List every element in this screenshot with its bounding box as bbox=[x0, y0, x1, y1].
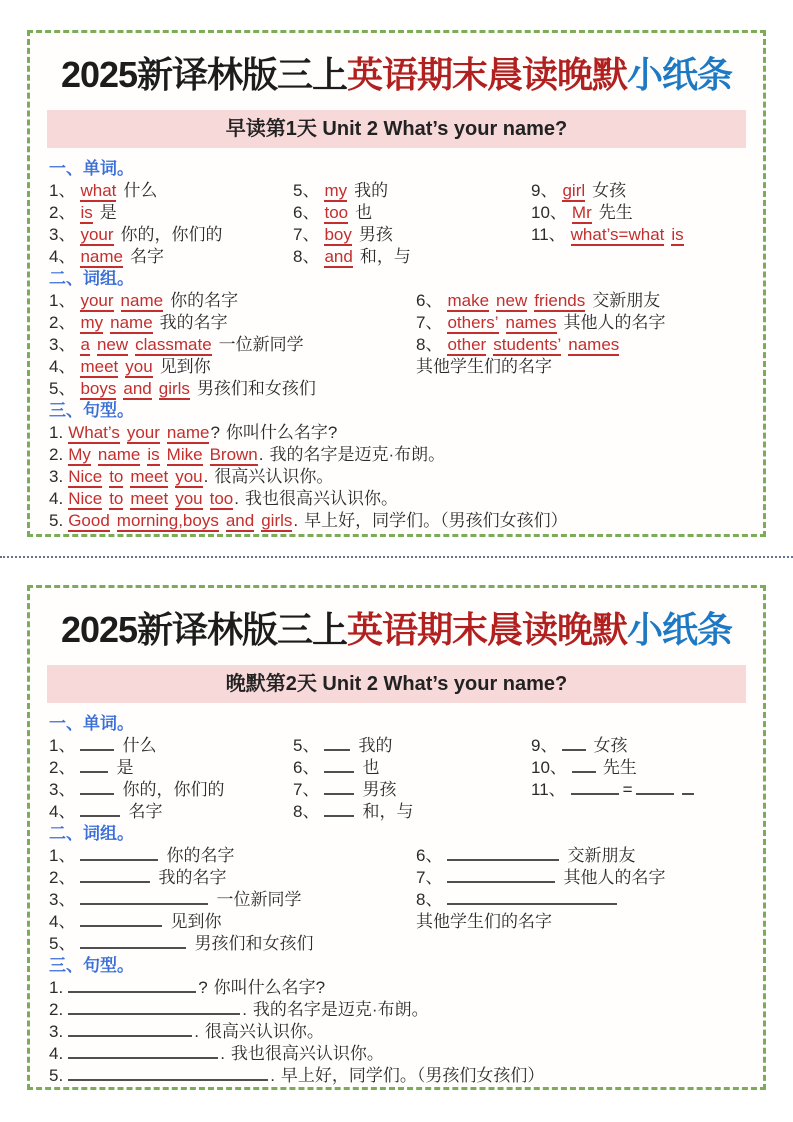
chinese-meaning: 其他人的名字 bbox=[563, 313, 666, 333]
chinese-meaning: 交新朋友 bbox=[567, 846, 636, 866]
answer-blank-line bbox=[571, 780, 619, 795]
chinese-meaning: 什么 bbox=[122, 736, 157, 756]
item-number: 4、 bbox=[49, 912, 76, 932]
section-heading-words: 一、单词。 bbox=[49, 714, 134, 734]
english-sentence: Nice to meet you bbox=[68, 467, 203, 487]
sentence-item bbox=[49, 1021, 749, 1043]
phrases-column-2 bbox=[416, 290, 749, 378]
card-content bbox=[30, 703, 763, 1087]
answer-blank-line bbox=[80, 868, 150, 883]
item-number: 9、 bbox=[531, 736, 558, 756]
item-number: 5、 bbox=[293, 181, 320, 201]
english-sentence: What’s your name bbox=[68, 423, 210, 443]
item-number: 11、 bbox=[531, 780, 566, 800]
sentence-punctuation: . bbox=[293, 511, 299, 531]
english-phrase: my name bbox=[80, 313, 153, 333]
chinese-meaning: 我的 bbox=[354, 181, 389, 201]
word-item bbox=[531, 757, 749, 779]
item-number: 6、 bbox=[293, 758, 320, 778]
chinese-meaning: 一位新同学 bbox=[218, 335, 304, 355]
item-number: 11、 bbox=[531, 225, 566, 245]
chinese-meaning: 男孩们和女孩们 bbox=[194, 934, 314, 954]
words-column-2 bbox=[293, 180, 531, 268]
item-number: 7、 bbox=[293, 780, 320, 800]
word-item bbox=[49, 180, 293, 202]
item-number: 3、 bbox=[49, 890, 76, 910]
item-number: 2. bbox=[49, 445, 64, 465]
word-item bbox=[49, 757, 293, 779]
word-item bbox=[293, 757, 531, 779]
english-term: name bbox=[80, 247, 123, 267]
item-number: 10、 bbox=[531, 203, 567, 223]
answer-blank-line bbox=[80, 758, 108, 773]
item-number: 3. bbox=[49, 1022, 64, 1042]
chinese-meaning: 是 bbox=[99, 203, 117, 223]
chinese-meaning: 和，与 bbox=[359, 247, 411, 267]
chinese-translation: 我的名字是迈克·布朗。 bbox=[252, 1000, 429, 1020]
answer-blank-line bbox=[80, 934, 186, 949]
sentence-item bbox=[49, 444, 749, 466]
item-number: 1、 bbox=[49, 291, 76, 311]
phrase-item bbox=[416, 867, 749, 889]
item-number: 2. bbox=[49, 1000, 64, 1020]
chinese-translation: 我也很高兴认识你。 bbox=[230, 1044, 384, 1064]
phrase-8-continuation: 其他学生们的名字 bbox=[416, 357, 552, 377]
item-number: 2、 bbox=[49, 758, 76, 778]
words-column-2 bbox=[293, 735, 531, 823]
answer-blank-line bbox=[80, 890, 208, 905]
phrase-item bbox=[49, 867, 416, 889]
sentence-item bbox=[49, 422, 749, 444]
phrase-item bbox=[416, 845, 749, 867]
phrase-item bbox=[416, 889, 749, 911]
answer-blank-line-3 bbox=[682, 780, 694, 795]
english-term: my bbox=[324, 181, 348, 201]
chinese-meaning: 见到你 bbox=[170, 912, 222, 932]
chinese-meaning: 你的，你们的 bbox=[120, 225, 223, 245]
item-number: 5、 bbox=[293, 736, 320, 756]
word-item bbox=[49, 801, 293, 823]
item-number: 1、 bbox=[49, 181, 76, 201]
english-term: your bbox=[80, 225, 114, 245]
chinese-meaning: 先生 bbox=[602, 758, 637, 778]
phrase-item bbox=[49, 378, 416, 400]
english-phrase: meet you bbox=[80, 357, 153, 377]
english-sentence: Good morning,boys and girls bbox=[68, 511, 293, 531]
words-column-1 bbox=[49, 735, 293, 823]
title-edition-text: 2025新译林版三上 bbox=[60, 609, 348, 650]
chinese-meaning: 和，与 bbox=[362, 802, 414, 822]
chinese-meaning: 我的名字 bbox=[158, 868, 227, 888]
chinese-meaning: 我的 bbox=[358, 736, 393, 756]
answer-blank-line bbox=[324, 780, 354, 795]
answer-blank-line bbox=[324, 758, 354, 773]
chinese-meaning: 也 bbox=[362, 758, 380, 778]
chinese-translation: 早上好，同学们。（男孩们女孩们） bbox=[304, 511, 568, 531]
section-heading-sentences: 三、句型。 bbox=[49, 401, 134, 421]
chinese-translation: 你叫什么名字? bbox=[213, 978, 326, 998]
item-number: 3、 bbox=[49, 225, 76, 245]
sentence-punctuation: ? bbox=[210, 423, 220, 443]
phrase-item bbox=[49, 290, 416, 312]
item-number: 5. bbox=[49, 511, 64, 531]
phrase-item bbox=[49, 889, 416, 911]
word-item bbox=[293, 224, 531, 246]
phrase-item bbox=[49, 845, 416, 867]
english-term: boy bbox=[324, 225, 352, 245]
word-item bbox=[531, 735, 749, 757]
sentence-punctuation: . bbox=[220, 1044, 225, 1064]
item-number: 1. bbox=[49, 423, 64, 443]
english-sentence: My name is Mike Brown bbox=[68, 445, 258, 465]
sentence-punctuation: . bbox=[234, 489, 239, 509]
chinese-translation: 你叫什么名字? bbox=[225, 423, 338, 443]
item-number: 8、 bbox=[416, 890, 443, 910]
word-item bbox=[531, 202, 749, 224]
item-number: 8、 bbox=[293, 247, 320, 267]
item-number: 4、 bbox=[49, 357, 76, 377]
chinese-meaning: 男孩 bbox=[362, 780, 397, 800]
chinese-meaning: 你的，你们的 bbox=[122, 780, 225, 800]
sentence-item bbox=[49, 466, 749, 488]
chinese-meaning: 名字 bbox=[130, 247, 164, 267]
sentence-punctuation: ? bbox=[198, 978, 208, 998]
title-note-text: 小纸条 bbox=[627, 54, 733, 95]
word-item bbox=[531, 224, 749, 246]
answer-blank-line bbox=[80, 736, 114, 751]
words-column-1 bbox=[49, 180, 293, 268]
english-phrase: others’ names bbox=[447, 313, 557, 333]
sentences-list bbox=[49, 977, 749, 1087]
answer-blank-line bbox=[572, 758, 596, 773]
item-number: 5、 bbox=[49, 379, 76, 399]
phrase-item bbox=[49, 312, 416, 334]
answer-blank-line bbox=[324, 802, 354, 817]
english-phrase: other students’ names bbox=[447, 335, 620, 355]
item-number: 6、 bbox=[293, 203, 320, 223]
phrase-item bbox=[49, 933, 416, 955]
item-number: 5. bbox=[49, 1066, 64, 1086]
phrase-item bbox=[49, 356, 416, 378]
item-number: 2、 bbox=[49, 313, 76, 333]
answer-blank-line bbox=[324, 736, 350, 751]
words-grid bbox=[49, 735, 749, 823]
item-number: 1、 bbox=[49, 846, 76, 866]
phrase-item bbox=[416, 334, 749, 356]
phrase-item bbox=[416, 290, 749, 312]
chinese-translation: 很高兴认识你。 bbox=[204, 1022, 324, 1042]
word-item bbox=[531, 779, 749, 801]
chinese-meaning: 名字 bbox=[128, 802, 163, 822]
chinese-meaning: 什么 bbox=[123, 181, 158, 201]
english-term: girl bbox=[562, 181, 586, 201]
chinese-meaning: 先生 bbox=[598, 203, 633, 223]
study-card-day1 bbox=[27, 30, 766, 537]
item-number: 2、 bbox=[49, 868, 76, 888]
english-term: is bbox=[80, 203, 93, 223]
answer-blank-line bbox=[447, 868, 555, 883]
item-number: 3、 bbox=[49, 780, 76, 800]
chinese-meaning: 我的名字 bbox=[159, 313, 228, 333]
answer-blank-line bbox=[80, 802, 120, 817]
word-item bbox=[293, 801, 531, 823]
answer-blank-line bbox=[447, 846, 559, 861]
item-number: 9、 bbox=[531, 181, 558, 201]
sentence-item bbox=[49, 1043, 749, 1065]
sentence-punctuation: . bbox=[270, 1066, 275, 1086]
item-number: 6、 bbox=[416, 291, 443, 311]
item-number: 10、 bbox=[531, 758, 567, 778]
word-item bbox=[293, 779, 531, 801]
card-content bbox=[30, 148, 763, 532]
item-number: 5、 bbox=[49, 934, 76, 954]
phrases-grid bbox=[49, 845, 749, 955]
sentence-item bbox=[49, 999, 749, 1021]
answer-blank-line bbox=[80, 846, 158, 861]
answer-blank-line-2 bbox=[636, 780, 674, 795]
sentence-punctuation: . bbox=[194, 1022, 199, 1042]
word-item bbox=[293, 180, 531, 202]
english-phrase: your name bbox=[80, 291, 164, 311]
sentence-punctuation: . bbox=[203, 467, 209, 487]
english-phrase: make new friends bbox=[447, 291, 586, 311]
chinese-meaning: 你的名字 bbox=[166, 846, 235, 866]
word-item bbox=[293, 735, 531, 757]
words-column-3 bbox=[531, 735, 749, 801]
chinese-meaning: 你的名字 bbox=[170, 291, 239, 311]
english-term: what bbox=[80, 181, 117, 201]
word-item bbox=[49, 202, 293, 224]
item-number: 7、 bbox=[293, 225, 320, 245]
chinese-meaning: 其他人的名字 bbox=[563, 868, 666, 888]
answer-blank-line bbox=[68, 978, 196, 993]
english-phrase: a new classmate bbox=[80, 335, 212, 355]
answer-blank-line bbox=[68, 1022, 192, 1037]
chinese-meaning: 一位新同学 bbox=[216, 890, 302, 910]
item-number: 3、 bbox=[49, 335, 76, 355]
section-heading-words: 一、单词。 bbox=[49, 159, 134, 179]
words-grid bbox=[49, 180, 749, 268]
item-number: 3. bbox=[49, 467, 64, 487]
section-heading-sentences: 三、句型。 bbox=[49, 956, 134, 976]
item-number: 2、 bbox=[49, 203, 76, 223]
sentence-punctuation: . bbox=[242, 1000, 247, 1020]
phrases-column-1 bbox=[49, 290, 416, 400]
phrase-8-continuation: 其他学生们的名字 bbox=[416, 912, 552, 932]
word-item bbox=[293, 202, 531, 224]
phrase-item bbox=[49, 911, 416, 933]
answer-blank-line bbox=[68, 1066, 268, 1081]
word-item bbox=[49, 735, 293, 757]
item-number: 4. bbox=[49, 489, 64, 509]
item-number: 1、 bbox=[49, 736, 76, 756]
chinese-meaning: 也 bbox=[355, 203, 373, 223]
item-number: 6、 bbox=[416, 846, 443, 866]
phrases-grid bbox=[49, 290, 749, 400]
item-number: 4、 bbox=[49, 802, 76, 822]
word-item bbox=[293, 246, 531, 268]
sentences-list bbox=[49, 422, 749, 532]
item-number: 7、 bbox=[416, 313, 443, 333]
chinese-meaning: 女孩 bbox=[593, 736, 628, 756]
words-column-3 bbox=[531, 180, 749, 246]
chinese-translation: 我的名字是迈克·布朗。 bbox=[269, 445, 446, 465]
phrase-item bbox=[416, 312, 749, 334]
equals-sign: = bbox=[622, 780, 633, 800]
item-number: 7、 bbox=[416, 868, 443, 888]
day-banner: 早读第1天 Unit 2 What’s your name? bbox=[47, 110, 746, 148]
title-note-text: 小纸条 bbox=[627, 609, 733, 650]
sentence-item bbox=[49, 488, 749, 510]
phrases-column-1 bbox=[49, 845, 416, 955]
sentence-item bbox=[49, 510, 749, 532]
english-term: and bbox=[324, 247, 353, 267]
chinese-meaning: 女孩 bbox=[592, 181, 627, 201]
day-banner: 晚默第2天 Unit 2 What’s your name? bbox=[47, 665, 746, 703]
answer-blank-line bbox=[68, 1000, 240, 1015]
title-subject-text: 英语期末晨读晚默 bbox=[347, 609, 628, 650]
word-item bbox=[49, 224, 293, 246]
phrases-column-2-list bbox=[416, 845, 749, 911]
english-term: what’s=what is bbox=[570, 225, 684, 245]
answer-blank-line bbox=[447, 890, 617, 905]
chinese-translation: 早上好，同学们。（男孩们女孩们） bbox=[280, 1066, 545, 1086]
english-term: too bbox=[324, 203, 349, 223]
section-heading-phrases: 二、词组。 bbox=[49, 269, 134, 289]
sheet-title bbox=[30, 608, 763, 651]
phrases-column-2-list bbox=[416, 290, 749, 356]
cut-line-divider bbox=[0, 556, 793, 558]
sentence-item bbox=[49, 1065, 749, 1087]
sheet-title bbox=[30, 53, 763, 96]
sentence-item bbox=[49, 977, 749, 999]
word-item bbox=[531, 180, 749, 202]
english-phrase: boys and girls bbox=[80, 379, 190, 399]
item-number: 8、 bbox=[416, 335, 443, 355]
chinese-translation: 我也很高兴认识你。 bbox=[244, 489, 398, 509]
phrase-item bbox=[49, 334, 416, 356]
word-item bbox=[49, 246, 293, 268]
chinese-translation: 很高兴认识你。 bbox=[214, 467, 334, 487]
phrases-column-2 bbox=[416, 845, 749, 933]
english-sentence: Nice to meet you too bbox=[68, 489, 234, 509]
study-card-day2 bbox=[27, 585, 766, 1090]
title-edition-text: 2025新译林版三上 bbox=[60, 54, 348, 95]
answer-blank-line bbox=[68, 1044, 218, 1059]
answer-blank-line bbox=[80, 780, 114, 795]
section-heading-phrases: 二、词组。 bbox=[49, 824, 134, 844]
answer-blank-line bbox=[562, 736, 586, 751]
chinese-meaning: 见到你 bbox=[159, 357, 211, 377]
sentence-punctuation: . bbox=[258, 445, 264, 465]
chinese-meaning: 交新朋友 bbox=[592, 291, 661, 311]
english-term: Mr bbox=[571, 203, 592, 223]
chinese-meaning: 男孩们和女孩们 bbox=[196, 379, 316, 399]
chinese-meaning: 男孩 bbox=[358, 225, 393, 245]
item-number: 1. bbox=[49, 978, 64, 998]
item-number: 8、 bbox=[293, 802, 320, 822]
word-item bbox=[49, 779, 293, 801]
chinese-meaning: 是 bbox=[116, 758, 134, 778]
item-number: 4、 bbox=[49, 247, 76, 267]
answer-blank-line bbox=[80, 912, 162, 927]
title-subject-text: 英语期末晨读晚默 bbox=[347, 54, 628, 95]
item-number: 4. bbox=[49, 1044, 64, 1064]
